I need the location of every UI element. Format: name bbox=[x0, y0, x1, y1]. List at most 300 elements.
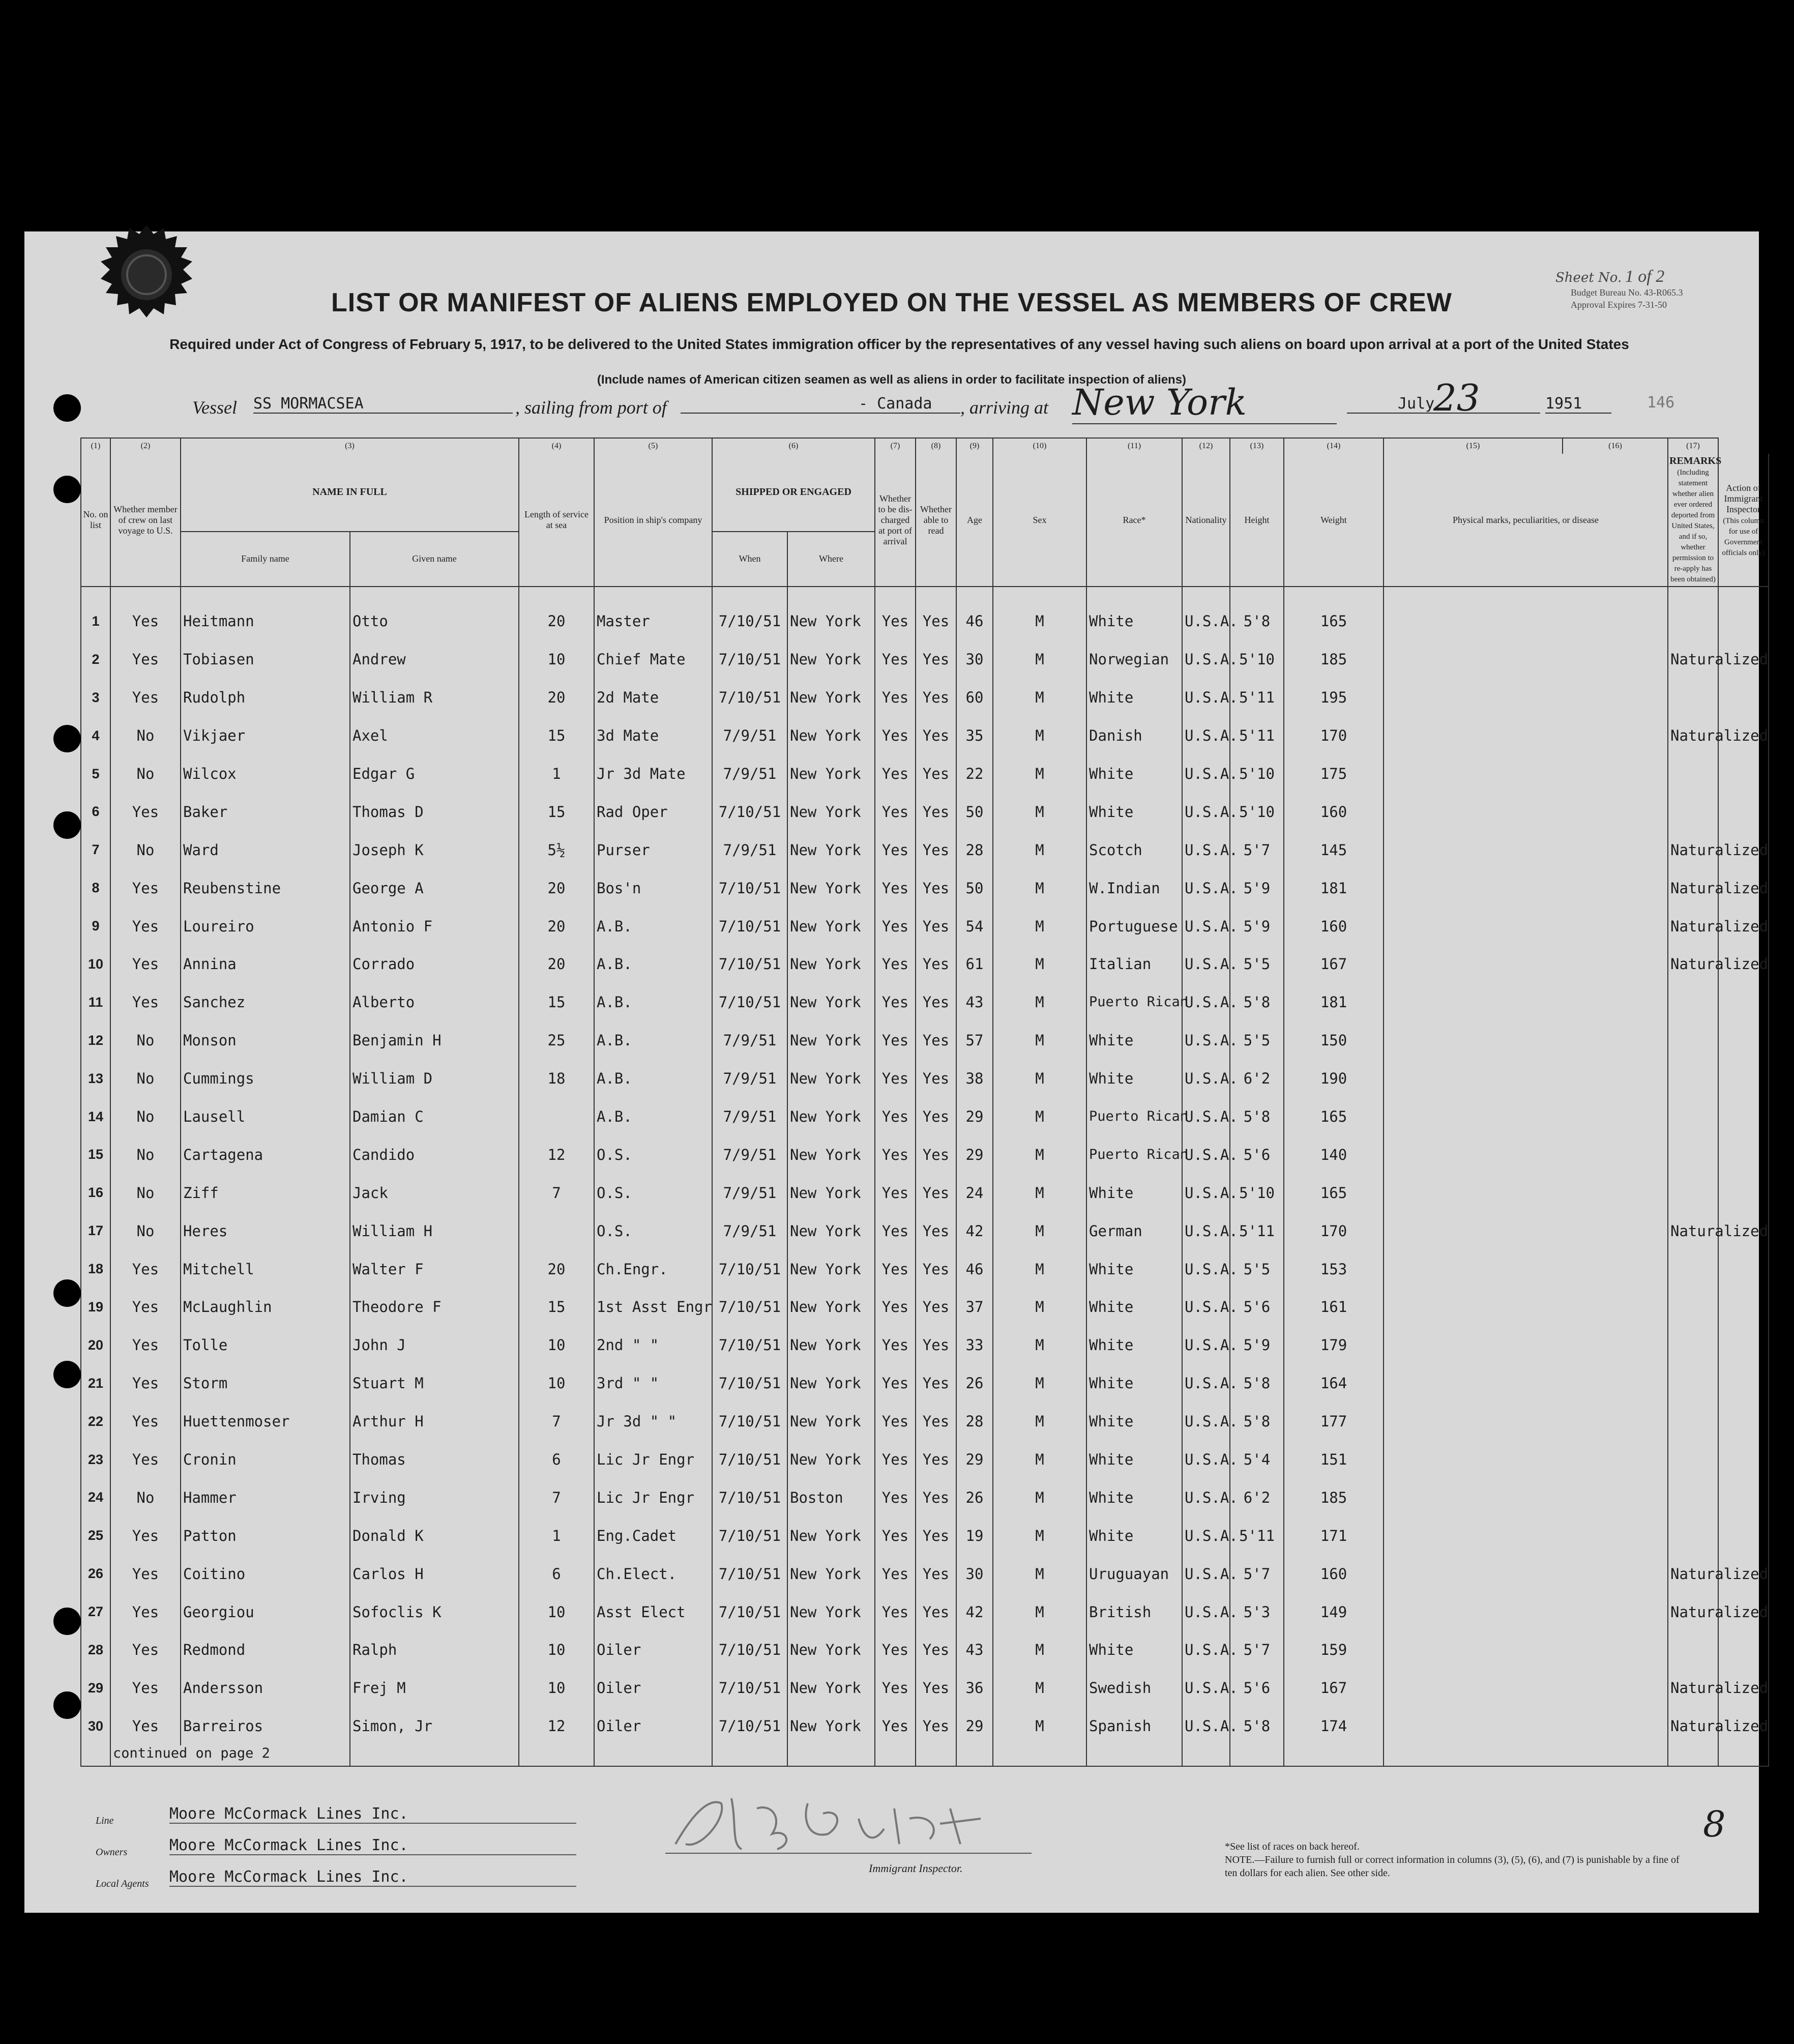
cell-when: 7/10/51 bbox=[712, 1516, 787, 1555]
cell-position: Oiler bbox=[594, 1669, 712, 1707]
continued-row bbox=[81, 1745, 1769, 1766]
cell-age: 57 bbox=[956, 1021, 993, 1060]
cell-age: 37 bbox=[956, 1288, 993, 1326]
cell-sex: M bbox=[993, 1403, 1086, 1441]
cell-where: New York bbox=[787, 1516, 875, 1555]
cell-when: 7/10/51 bbox=[712, 1326, 787, 1364]
cell-family: Cronin bbox=[181, 1441, 350, 1479]
cell-disch: Yes bbox=[875, 587, 916, 640]
cell-disch: Yes bbox=[875, 1669, 916, 1707]
cell-where: New York bbox=[787, 831, 875, 869]
cell-position: A.B. bbox=[594, 1021, 712, 1060]
cell-where: New York bbox=[787, 1098, 875, 1136]
cell-no: 4 bbox=[81, 717, 110, 755]
cell-last: Yes bbox=[110, 1403, 181, 1441]
cell-service: 7 bbox=[519, 1174, 594, 1212]
cell-sex: M bbox=[993, 1212, 1086, 1250]
cell-action bbox=[1718, 1250, 1769, 1288]
cell-position: Ch.Engr. bbox=[594, 1250, 712, 1288]
cell-height: 5'3 bbox=[1230, 1593, 1284, 1631]
col-race: Race* bbox=[1086, 454, 1182, 587]
line-value: Moore McCormack Lines Inc. bbox=[169, 1805, 576, 1824]
handwritten-initial: 8 bbox=[1703, 1803, 1726, 1845]
cell-nat: U.S.A. bbox=[1182, 983, 1230, 1021]
cell-last: Yes bbox=[110, 1250, 181, 1288]
cell-last: Yes bbox=[110, 1516, 181, 1555]
cell-height: 5'7 bbox=[1230, 1631, 1284, 1669]
cell-weight: 181 bbox=[1284, 983, 1384, 1021]
col-num-10: (10) bbox=[993, 438, 1086, 454]
cell-given: Walter F bbox=[350, 1250, 519, 1288]
table-row bbox=[81, 1174, 1769, 1212]
cell-age: 61 bbox=[956, 945, 993, 983]
cell-height: 6'2 bbox=[1230, 1060, 1284, 1098]
cell-height: 5'11 bbox=[1230, 1212, 1284, 1250]
cell-family: Baker bbox=[181, 793, 350, 831]
cell-where: New York bbox=[787, 1288, 875, 1326]
cell-read: Yes bbox=[916, 1174, 956, 1212]
cell-sex: M bbox=[993, 1441, 1086, 1479]
punch-hole-icon bbox=[53, 1691, 81, 1719]
col-nationality: Nationality bbox=[1182, 454, 1230, 587]
cell-last: No bbox=[110, 1212, 181, 1250]
cell-no: 3 bbox=[81, 679, 110, 717]
cell-phys bbox=[1384, 1631, 1668, 1669]
cell-sex: M bbox=[993, 1707, 1086, 1745]
cell-nat: U.S.A. bbox=[1182, 587, 1230, 640]
cell-no: 25 bbox=[81, 1516, 110, 1555]
cell-family: Ward bbox=[181, 831, 350, 869]
cell-remarks: Naturalized bbox=[1668, 1593, 1718, 1631]
cell-race: White bbox=[1086, 1326, 1182, 1364]
cell-age: 26 bbox=[956, 1478, 993, 1516]
cell-remarks bbox=[1668, 983, 1718, 1021]
cell-action bbox=[1718, 1326, 1769, 1364]
line-label: Line bbox=[96, 1815, 114, 1826]
cell-disch: Yes bbox=[875, 1060, 916, 1098]
cell-last: Yes bbox=[110, 1669, 181, 1707]
cell-disch: Yes bbox=[875, 755, 916, 793]
cell-remarks: Naturalized bbox=[1668, 1669, 1718, 1707]
cell-disch: Yes bbox=[875, 679, 916, 717]
cell-family: Heitmann bbox=[181, 587, 350, 640]
cell-position: A.B. bbox=[594, 983, 712, 1021]
cell-disch: Yes bbox=[875, 1174, 916, 1212]
table-row bbox=[81, 907, 1769, 945]
cell-sex: M bbox=[993, 1174, 1086, 1212]
cell-phys bbox=[1384, 717, 1668, 755]
cell-race: White bbox=[1086, 755, 1182, 793]
table-row bbox=[81, 983, 1769, 1021]
cell-service: 1 bbox=[519, 1516, 594, 1555]
cell-last: Yes bbox=[110, 587, 181, 640]
cell-family: Rudolph bbox=[181, 679, 350, 717]
col-num-14: (14) bbox=[1284, 438, 1384, 454]
empty-cell bbox=[875, 1745, 916, 1766]
cell-no: 24 bbox=[81, 1478, 110, 1516]
cell-height: 5'7 bbox=[1230, 831, 1284, 869]
cell-disch: Yes bbox=[875, 1631, 916, 1669]
cell-position: A.B. bbox=[594, 945, 712, 983]
cell-given: Theodore F bbox=[350, 1288, 519, 1326]
cell-height: 5'10 bbox=[1230, 755, 1284, 793]
table-row bbox=[81, 717, 1769, 755]
cell-phys bbox=[1384, 1250, 1668, 1288]
cell-last: No bbox=[110, 1021, 181, 1060]
cell-last: Yes bbox=[110, 1593, 181, 1631]
cell-disch: Yes bbox=[875, 1403, 916, 1441]
cell-last: Yes bbox=[110, 945, 181, 983]
empty-cell bbox=[1086, 1745, 1182, 1766]
cell-sex: M bbox=[993, 945, 1086, 983]
cell-race: Swedish bbox=[1086, 1669, 1182, 1707]
cell-phys bbox=[1384, 1135, 1668, 1174]
cell-where: New York bbox=[787, 1060, 875, 1098]
cell-given: Ralph bbox=[350, 1631, 519, 1669]
cell-weight: 167 bbox=[1284, 945, 1384, 983]
sailing-label: , sailing from port of bbox=[515, 397, 667, 418]
table-row bbox=[81, 640, 1769, 679]
table-row bbox=[81, 1135, 1769, 1174]
cell-height: 5'9 bbox=[1230, 907, 1284, 945]
cell-weight: 171 bbox=[1284, 1516, 1384, 1555]
cell-service: 20 bbox=[519, 945, 594, 983]
col-num-11: (11) bbox=[1086, 438, 1182, 454]
cell-nat: U.S.A. bbox=[1182, 1516, 1230, 1555]
cell-family: Patton bbox=[181, 1516, 350, 1555]
cell-read: Yes bbox=[916, 1516, 956, 1555]
cell-height: 5'8 bbox=[1230, 1364, 1284, 1403]
cell-remarks: Naturalized bbox=[1668, 1212, 1718, 1250]
cell-age: 50 bbox=[956, 793, 993, 831]
cell-position: 2d Mate bbox=[594, 679, 712, 717]
empty-cell bbox=[787, 1745, 875, 1766]
cell-race: Spanish bbox=[1086, 1707, 1182, 1745]
cell-where: New York bbox=[787, 1403, 875, 1441]
cell-age: 24 bbox=[956, 1174, 993, 1212]
punch-hole-icon bbox=[53, 811, 81, 839]
cell-where: New York bbox=[787, 640, 875, 679]
cell-action bbox=[1718, 1135, 1769, 1174]
col-when: When bbox=[712, 532, 787, 587]
cell-race: White bbox=[1086, 793, 1182, 831]
cell-disch: Yes bbox=[875, 1364, 916, 1403]
cell-service: 10 bbox=[519, 1364, 594, 1403]
cell-no: 16 bbox=[81, 1174, 110, 1212]
cell-height: 5'11 bbox=[1230, 1516, 1284, 1555]
col-num-3: (3) bbox=[181, 438, 519, 454]
cell-last: No bbox=[110, 1135, 181, 1174]
empty-cell bbox=[81, 1745, 110, 1766]
cell-position: Lic Jr Engr bbox=[594, 1478, 712, 1516]
cell-age: 60 bbox=[956, 679, 993, 717]
cell-phys bbox=[1384, 1288, 1668, 1326]
cell-last: Yes bbox=[110, 983, 181, 1021]
cell-sex: M bbox=[993, 869, 1086, 907]
cell-nat: U.S.A. bbox=[1182, 1364, 1230, 1403]
cell-phys bbox=[1384, 1555, 1668, 1593]
arrival-year: 1951 bbox=[1545, 395, 1611, 414]
empty-cell bbox=[350, 1745, 519, 1766]
cell-last: Yes bbox=[110, 1555, 181, 1593]
cell-nat: U.S.A. bbox=[1182, 793, 1230, 831]
cell-last: Yes bbox=[110, 869, 181, 907]
cell-disch: Yes bbox=[875, 1478, 916, 1516]
cell-service: 12 bbox=[519, 1135, 594, 1174]
cell-when: 7/10/51 bbox=[712, 1593, 787, 1631]
cell-remarks bbox=[1668, 1135, 1718, 1174]
cell-remarks bbox=[1668, 1403, 1718, 1441]
cell-age: 35 bbox=[956, 717, 993, 755]
col-last-voyage: Whether member of crew on last voyage to U.S. bbox=[110, 454, 181, 587]
cell-height: 5'6 bbox=[1230, 1288, 1284, 1326]
cell-height: 5'4 bbox=[1230, 1441, 1284, 1479]
col-inspector-action: Action of Immigrant Inspector (This column for use of Government officials only) bbox=[1718, 454, 1769, 587]
table-row bbox=[81, 1098, 1769, 1136]
cell-weight: 185 bbox=[1284, 640, 1384, 679]
table-row bbox=[81, 1364, 1769, 1403]
cell-given: Jack bbox=[350, 1174, 519, 1212]
cell-when: 7/9/51 bbox=[712, 1098, 787, 1136]
table-row bbox=[81, 831, 1769, 869]
cell-read: Yes bbox=[916, 1707, 956, 1745]
cell-action bbox=[1718, 755, 1769, 793]
col-num-6: (6) bbox=[712, 438, 875, 454]
col-num-15: (15) bbox=[1384, 438, 1563, 454]
cell-phys bbox=[1384, 1021, 1668, 1060]
col-family-name: Family name bbox=[181, 532, 350, 587]
cell-family: Barreiros bbox=[181, 1707, 350, 1745]
cell-family: Cummings bbox=[181, 1060, 350, 1098]
cell-no: 18 bbox=[81, 1250, 110, 1288]
cell-where: New York bbox=[787, 1707, 875, 1745]
cell-nat: U.S.A. bbox=[1182, 869, 1230, 907]
cell-read: Yes bbox=[916, 1060, 956, 1098]
cell-last: Yes bbox=[110, 1441, 181, 1479]
cell-read: Yes bbox=[916, 1364, 956, 1403]
cell-phys bbox=[1384, 983, 1668, 1021]
arriving-at: New York bbox=[1072, 382, 1337, 424]
cell-service: 10 bbox=[519, 1631, 594, 1669]
cell-last: No bbox=[110, 1174, 181, 1212]
cell-race: White bbox=[1086, 1478, 1182, 1516]
cell-given: Damian C bbox=[350, 1098, 519, 1136]
cell-action bbox=[1718, 1441, 1769, 1479]
cell-race: White bbox=[1086, 1631, 1182, 1669]
cell-service: 10 bbox=[519, 1593, 594, 1631]
col-age: Age bbox=[956, 454, 993, 587]
cell-where: New York bbox=[787, 1669, 875, 1707]
cell-when: 7/9/51 bbox=[712, 755, 787, 793]
cell-last: No bbox=[110, 1098, 181, 1136]
cell-when: 7/9/51 bbox=[712, 1212, 787, 1250]
cell-weight: 170 bbox=[1284, 717, 1384, 755]
empty-cell bbox=[1182, 1745, 1230, 1766]
empty-cell bbox=[594, 1745, 712, 1766]
cell-read: Yes bbox=[916, 1593, 956, 1631]
cell-nat: U.S.A. bbox=[1182, 717, 1230, 755]
cell-service: 15 bbox=[519, 793, 594, 831]
empty-cell bbox=[1718, 1745, 1769, 1766]
cell-remarks: Naturalized bbox=[1668, 1555, 1718, 1593]
cell-sex: M bbox=[993, 1478, 1086, 1516]
cell-given: Axel bbox=[350, 717, 519, 755]
cell-sex: M bbox=[993, 1060, 1086, 1098]
empty-cell bbox=[1284, 1745, 1384, 1766]
cell-phys bbox=[1384, 793, 1668, 831]
cell-position: Master bbox=[594, 587, 712, 640]
cell-where: New York bbox=[787, 1250, 875, 1288]
cell-no: 9 bbox=[81, 907, 110, 945]
cell-nat: U.S.A. bbox=[1182, 1631, 1230, 1669]
cell-no: 1 bbox=[81, 587, 110, 640]
cell-remarks bbox=[1668, 1021, 1718, 1060]
col-name-in-full: NAME IN FULL bbox=[181, 454, 519, 532]
cell-action bbox=[1718, 793, 1769, 831]
col-num-16: (16) bbox=[1563, 438, 1668, 454]
cell-phys bbox=[1384, 587, 1668, 640]
cell-service bbox=[519, 1098, 594, 1136]
cell-weight: 190 bbox=[1284, 1060, 1384, 1098]
cell-service: 20 bbox=[519, 907, 594, 945]
cell-height: 5'6 bbox=[1230, 1135, 1284, 1174]
cell-given: Sofoclis K bbox=[350, 1593, 519, 1631]
col-num-9: (9) bbox=[956, 438, 993, 454]
punch-hole-icon bbox=[53, 476, 81, 503]
cell-nat: U.S.A. bbox=[1182, 1060, 1230, 1098]
cell-action bbox=[1718, 1021, 1769, 1060]
cell-nat: U.S.A. bbox=[1182, 1250, 1230, 1288]
cell-nat: U.S.A. bbox=[1182, 1593, 1230, 1631]
cell-sex: M bbox=[993, 1135, 1086, 1174]
cell-remarks: Naturalized bbox=[1668, 831, 1718, 869]
cell-phys bbox=[1384, 869, 1668, 907]
cell-service: 10 bbox=[519, 1669, 594, 1707]
cell-disch: Yes bbox=[875, 945, 916, 983]
fine-note: NOTE.—Failure to furnish full or correct information in columns (3), (5), (6), and (7) is punishable by a fine of ten dollars for each alien. See other side. bbox=[1225, 1854, 1680, 1879]
cell-action bbox=[1718, 1174, 1769, 1212]
cell-race: White bbox=[1086, 1288, 1182, 1326]
cell-given: Carlos H bbox=[350, 1555, 519, 1593]
cell-no: 21 bbox=[81, 1364, 110, 1403]
cell-sex: M bbox=[993, 983, 1086, 1021]
cell-height: 5'5 bbox=[1230, 945, 1284, 983]
cell-given: Corrado bbox=[350, 945, 519, 983]
cell-nat: U.S.A. bbox=[1182, 1326, 1230, 1364]
cell-last: Yes bbox=[110, 1707, 181, 1745]
cell-no: 19 bbox=[81, 1288, 110, 1326]
cell-no: 22 bbox=[81, 1403, 110, 1441]
cell-when: 7/10/51 bbox=[712, 983, 787, 1021]
cell-position: A.B. bbox=[594, 1098, 712, 1136]
vessel-label: Vessel bbox=[192, 397, 237, 418]
cell-given: William H bbox=[350, 1212, 519, 1250]
table-row bbox=[81, 1060, 1769, 1098]
cell-weight: 160 bbox=[1284, 907, 1384, 945]
cell-family: Heres bbox=[181, 1212, 350, 1250]
cell-no: 26 bbox=[81, 1555, 110, 1593]
cell-race: Danish bbox=[1086, 717, 1182, 755]
cell-read: Yes bbox=[916, 1669, 956, 1707]
cell-last: Yes bbox=[110, 793, 181, 831]
col-weight: Weight bbox=[1284, 454, 1384, 587]
cell-when: 7/10/51 bbox=[712, 1478, 787, 1516]
cell-read: Yes bbox=[916, 717, 956, 755]
cell-weight: 160 bbox=[1284, 793, 1384, 831]
cell-age: 38 bbox=[956, 1060, 993, 1098]
cell-weight: 179 bbox=[1284, 1326, 1384, 1364]
table-row bbox=[81, 945, 1769, 983]
cell-no: 12 bbox=[81, 1021, 110, 1060]
cell-disch: Yes bbox=[875, 831, 916, 869]
cell-race: Scotch bbox=[1086, 831, 1182, 869]
cell-age: 30 bbox=[956, 640, 993, 679]
table-row bbox=[81, 1516, 1769, 1555]
cell-service: 15 bbox=[519, 717, 594, 755]
cell-phys bbox=[1384, 1707, 1668, 1745]
cell-weight: 164 bbox=[1284, 1364, 1384, 1403]
cell-phys bbox=[1384, 1174, 1668, 1212]
cell-sex: M bbox=[993, 1288, 1086, 1326]
cell-read: Yes bbox=[916, 1098, 956, 1136]
cell-family: Storm bbox=[181, 1364, 350, 1403]
cell-where: New York bbox=[787, 755, 875, 793]
cell-action bbox=[1718, 1516, 1769, 1555]
cell-no: 23 bbox=[81, 1441, 110, 1479]
cell-weight: 185 bbox=[1284, 1478, 1384, 1516]
cell-given: Thomas bbox=[350, 1441, 519, 1479]
owners-value: Moore McCormack Lines Inc. bbox=[169, 1836, 576, 1855]
cell-weight: 150 bbox=[1284, 1021, 1384, 1060]
cell-where: New York bbox=[787, 793, 875, 831]
cell-last: No bbox=[110, 1060, 181, 1098]
arrival-day: 23 bbox=[1433, 376, 1480, 419]
cell-age: 36 bbox=[956, 1669, 993, 1707]
col-height: Height bbox=[1230, 454, 1284, 587]
table-row bbox=[81, 1669, 1769, 1707]
cell-read: Yes bbox=[916, 831, 956, 869]
table-row bbox=[81, 587, 1769, 640]
cell-last: Yes bbox=[110, 1326, 181, 1364]
agents-label: Local Agents bbox=[96, 1878, 149, 1889]
cell-given: Otto bbox=[350, 587, 519, 640]
sailing-from: - Canada bbox=[681, 395, 960, 414]
empty-cell bbox=[712, 1745, 787, 1766]
cell-sex: M bbox=[993, 793, 1086, 831]
cell-position: Jr 3d Mate bbox=[594, 755, 712, 793]
cell-no: 2 bbox=[81, 640, 110, 679]
cell-when: 7/10/51 bbox=[712, 1631, 787, 1669]
cell-weight: 175 bbox=[1284, 755, 1384, 793]
cell-no: 20 bbox=[81, 1326, 110, 1364]
empty-cell bbox=[956, 1745, 993, 1766]
table-row bbox=[81, 1478, 1769, 1516]
cell-last: Yes bbox=[110, 679, 181, 717]
cell-where: New York bbox=[787, 587, 875, 640]
cell-sex: M bbox=[993, 640, 1086, 679]
table-row bbox=[81, 679, 1769, 717]
budget-number: Budget Bureau No. 43-R065.3 bbox=[1571, 287, 1683, 298]
cell-action bbox=[1718, 679, 1769, 717]
cell-remarks bbox=[1668, 1441, 1718, 1479]
col-where: Where bbox=[787, 532, 875, 587]
cell-phys bbox=[1384, 907, 1668, 945]
table-row bbox=[81, 1707, 1769, 1745]
cell-disch: Yes bbox=[875, 1516, 916, 1555]
cell-nat: U.S.A. bbox=[1182, 640, 1230, 679]
cell-when: 7/10/51 bbox=[712, 945, 787, 983]
cell-age: 29 bbox=[956, 1098, 993, 1136]
